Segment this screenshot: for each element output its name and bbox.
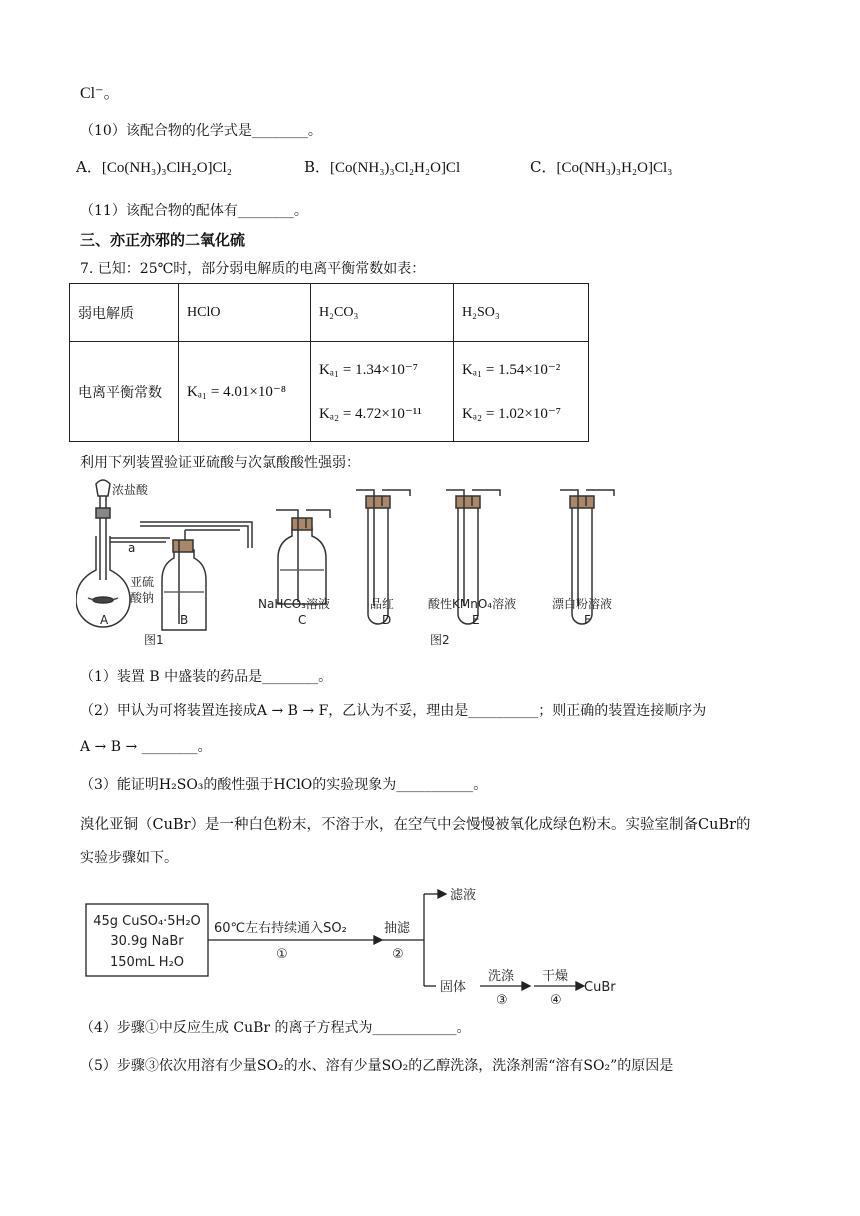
box-line-1: 45g CuSO₄·5H₂O [93,914,201,929]
col-hclo: HClO [179,284,311,342]
filtrate: 滤液 [450,888,477,903]
device-letter-e: E [472,613,480,627]
section-title: 三、亦正亦邪的二氧化硫 [80,231,246,249]
fig1-caption: 图1 [144,633,164,647]
question-2-line2: A → B → ________。 [80,739,212,755]
box-line-2: 30.9g NaBr [110,934,184,949]
option-formula: [Co(NH₃)₃ClH₂O]Cl₂ [101,160,232,176]
step2-num: ② [392,947,404,962]
cubr-intro-2: 实验步骤如下。 [80,850,178,866]
option-b [304,156,460,177]
row1-head: 弱电解质 [70,284,179,342]
bottle-c [278,528,326,604]
question-5: （5）步骤③依次用溶有少量SO₂的水、溶有少量SO₂的乙醇洗涤，洗涤剂需“溶有SO₂”的原因是 [80,1058,674,1074]
solid: 固体 [440,980,467,995]
stopper-b [173,540,193,552]
question-1: （1）装置 B 中盛装的药品是________。 [80,669,333,685]
question-3: （3）能证明H₂SO₃的酸性强于HClO的实验现象为___________。 [80,777,488,793]
h2co3-k2: Kₐ₂ = 4.72×10⁻¹¹ [319,405,422,422]
box-line-3: 150mL H₂O [109,955,185,970]
question-7-intro: 7. 已知：25℃时，部分弱电解质的电离平衡常数如表： [80,261,426,277]
fig2-caption: 图2 [430,633,450,647]
option-a [76,156,232,177]
question-4: （4）步骤①中反应生成 CuBr 的离子方程式为____________。 [80,1020,471,1036]
h2so3-k2: Kₐ₂ = 1.02×10⁻⁷ [462,405,561,422]
option-letter: A． [76,158,102,176]
option-c [530,156,672,177]
step4-num: ④ [550,993,562,1004]
device-letter-f: F [584,613,591,627]
label-na2so3-2: 酸钠 [130,591,155,605]
h2so3-k1: Kₐ₁ = 1.54×10⁻² [462,361,561,378]
step3-text: 洗涤 [488,969,515,984]
reagent-c: NaHCO₃溶液 [258,597,330,611]
col-h2co3: H₂CO₃ [311,284,454,342]
hclo-k: Kₐ₁ = 4.01×10⁻⁸ [179,342,311,442]
step1-text: 60℃左右持续通入SO₂ [214,921,347,936]
device-intro: 利用下列装置验证亚硫酸与次氯酸酸性强弱： [80,455,360,471]
question-2-line1: （2）甲认为可将装置连接成A → B → F，乙认为不妥，理由是__________；则正确的装置连接顺序为 [80,703,707,719]
constants-table [69,283,589,442]
step2-text: 抽滤 [384,921,411,936]
question-10: （10）该配合物的化学式是________。 [80,123,322,139]
question-11: （11）该配合物的配体有________。 [80,203,308,219]
flow-diagram [84,880,624,1004]
option-letter: C． [530,158,557,176]
device-letter-d: D [382,613,392,627]
row2-head: 电离平衡常数 [70,342,179,442]
reagent-d: 品红 [370,597,395,611]
cubr-intro-1: 溴化亚铜（CuBr）是一种白色粉末，不溶于水，在空气中会慢慢被氧化成绿色粉末。实验室制备CuBr的 [80,817,751,833]
device-letter-c: C [298,613,307,627]
h2co3-k1: Kₐ₁ = 1.34×10⁻⁷ [319,361,418,378]
option-formula: [Co(NH₃)₃Cl₂H₂O]Cl [330,160,461,176]
option-formula: [Co(NH₃)₃H₂O]Cl₃ [556,160,673,176]
device-letter-b: B [180,613,189,627]
reagent-f: 漂白粉溶液 [552,597,613,611]
product: CuBr [584,980,616,995]
option-letter: B． [304,158,331,176]
label-hcl: 浓盐酸 [112,483,149,497]
step3-num: ③ [496,993,508,1004]
step4-text: 干燥 [542,969,569,984]
top-line: Cl⁻。 [80,85,120,102]
step1-num: ① [276,947,288,962]
h2co3-k [311,342,454,442]
col-h2so3: H₂SO₃ [454,284,589,342]
label-na2so3-1: 亚硫 [130,575,155,589]
stopcock [96,508,110,518]
reagent-e: 酸性KMnO₄溶液 [428,597,517,611]
funnel-body [96,480,110,496]
h2so3-k [454,342,589,442]
label-a: a [128,541,136,555]
apparatus-figure [76,474,636,654]
device-letter-a: A [100,613,109,627]
